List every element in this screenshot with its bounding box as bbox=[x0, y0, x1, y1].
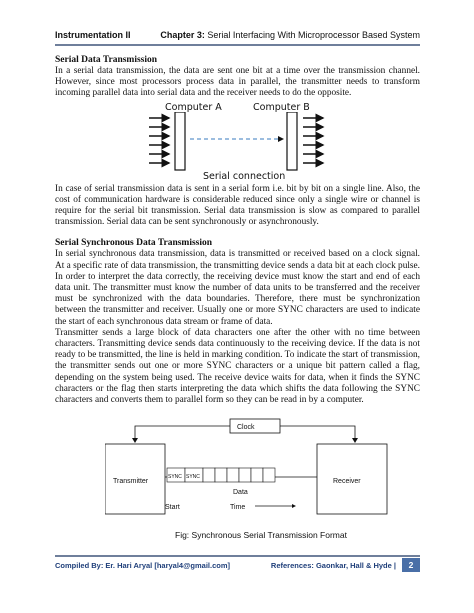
paragraph: In serial synchronous data transmission, data is transmitted or received based on a clock signal. At a specific rate of data transmission, the transmitting device sends a data bit at each clock pulse. In order to interpret the data correctly, the receiving device must know the start and end of each data unit. The transmitter must know the number of data units to be transferred and the receiver must be synchronized with the data boundaries. Therefore, there must be synchronization between the transmitter and receiver. Usually one or more SYNC characters are used to indicate the start of each synchronous data stream or frame of data. bbox=[55, 249, 420, 327]
serial-connection-caption: Serial connection bbox=[203, 170, 286, 182]
sync-label-2: SYNC bbox=[186, 474, 200, 480]
page-footer bbox=[55, 555, 420, 571]
computer-b-label: Computer B bbox=[253, 101, 310, 113]
page-number: 2 bbox=[402, 558, 420, 572]
footer-author: Compiled By: Er. Hari Aryal [haryal4@gmail.com] bbox=[55, 561, 231, 570]
paragraph: Transmitter sends a large block of data characters one after the other with no time between characters. Transmitting device sends data continuously to the receiving device. If the data is not ready to be transmitted, the line is held in marking condition. To indicate the start of transmission, the transmitter sends out one or more SYNC characters or a unique bit pattern called a flag, depending on the system being used. The receive device waits for data, when it finds the SYNC characters or the flag then starts interpreting the data which shifts the data following the SYNC characters and converts them to parallel form so they can be read in by a computer. bbox=[55, 327, 420, 406]
computer-a-label: Computer A bbox=[165, 101, 222, 113]
synchronous-transmission-diagram bbox=[105, 417, 390, 527]
synchronous-transmission-figure bbox=[105, 417, 390, 542]
header-chapter-number: Chapter 3: bbox=[160, 30, 205, 40]
clock-label: Clock bbox=[237, 424, 255, 431]
transmitter-label: Transmitter bbox=[113, 478, 149, 485]
header-chapter-title bbox=[160, 30, 420, 40]
footer-references: References: Gaonkar, Hall & Hyde | bbox=[270, 561, 396, 570]
serial-connection-diagram bbox=[145, 112, 385, 172]
section-heading-serial-data-transmission: Serial Data Transmission bbox=[55, 55, 158, 65]
start-label: Start bbox=[165, 504, 180, 511]
receiver-label: Receiver bbox=[333, 478, 361, 485]
paragraph: In a serial data transmission, the data are sent one bit at a time over the transmission channel. However, since most processors process data in parallel, the transmitter needs to transform incoming parallel data into serial data and the receiver needs to do the opposite. bbox=[55, 66, 420, 99]
serial-connection-figure bbox=[55, 102, 420, 182]
page-header bbox=[55, 28, 420, 46]
paragraph: In case of serial transmission data is sent in a serial form i.e. bit by bit on a single line. Also, the cost of communication hardware is considerable reduced since only a single wire or channel is require for the serial bit transmission. Serial data transmission is slow as compared to parallel transmission. Serial data can be sent synchronously or asynchronously. bbox=[55, 183, 420, 228]
section-heading-serial-synchronous: Serial Synchronous Data Transmission bbox=[55, 238, 213, 249]
data-label: Data bbox=[233, 489, 248, 496]
synchronous-transmission-caption: Fig: Synchronous Serial Transmission Format bbox=[175, 530, 347, 540]
header-chapter-name: Serial Interfacing With Microprocessor Based System bbox=[204, 30, 420, 40]
header-course-title: Instrumentation II bbox=[55, 30, 131, 40]
sync-label-1: SYNC bbox=[168, 474, 182, 480]
time-label: Time bbox=[230, 504, 246, 511]
page-content bbox=[55, 55, 420, 406]
